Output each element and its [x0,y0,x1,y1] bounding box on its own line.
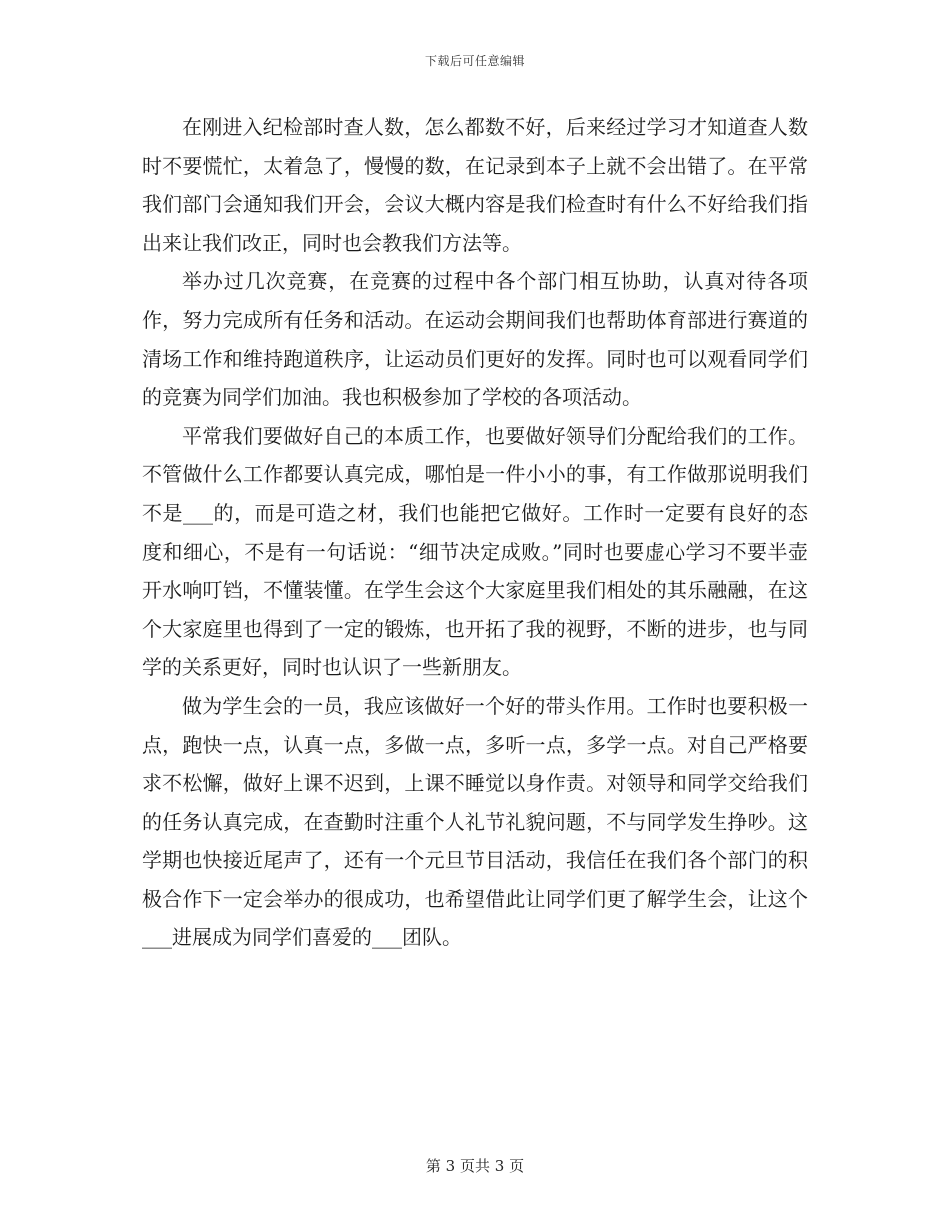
paragraph-3: 平常我们要做好自己的本质工作，也要做好领导们分配给我们的工作。不管做什么工作都要认真完成，哪怕是一件小小的事，有工作做那说明我们不是___的，而是可造之材，我们也能把它做好。工作时一定要有良好的态度和细心，不是有一句话说：“细节决定成败。”同时也要虚心学习不要半壶开水响叮铛，不懂装懂。在学生会这个大家庭里我们相处的其乐融融，在这个大家庭里也得到了一定的锻炼，也开拓了我的视野，不断的进步，也与同学的关系更好，同时也认识了一些新朋友。 [142,423,808,680]
document-body [142,108,808,957]
paragraph-2: 举办过几次竞赛，在竞赛的过程中各个部门相互协助，认真对待各项作，努力完成所有任务和活动。在运动会期间我们也帮助体育部进行赛道的清场工作和维持跑道秩序，让运动员们更好的发挥。同时也可以观看同学们的竞赛为同学们加油。我也积极参加了学校的各项活动。 [142,269,808,410]
paragraph-4: 做为学生会的一员，我应该做好一个好的带头作用。工作时也要积极一点，跑快一点，认真一点，多做一点，多听一点，多学一点。对自己严格要求不松懈，做好上课不迟到，上课不睡觉以身作责。对领导和同学交给我们的任务认真完成，在查勤时注重个人礼节礼貌问题，不与同学发生挣吵。这学期也快接近尾声了，还有一个元旦节目活动，我信任在我们各个部门的积极合作下一定会举办的很成功，也希望借此让同学们更了解学生会，让这个___进展成为同学们喜爱的___团队。 [142,693,808,950]
page-header-note: 下载后可任意编辑 [424,54,525,68]
page-number: 第 3 页共 3 页 [425,1157,525,1175]
paragraph-1: 在刚进入纪检部时查人数，怎么都数不好，后来经过学习才知道查人数时不要慌忙，太着急了，慢慢的数，在记录到本子上就不会出错了。在平常我们部门会通知我们开会，会议大概内容是我们检查时有什么不好给我们指出来让我们改正，同时也会教我们方法等。 [142,115,808,255]
